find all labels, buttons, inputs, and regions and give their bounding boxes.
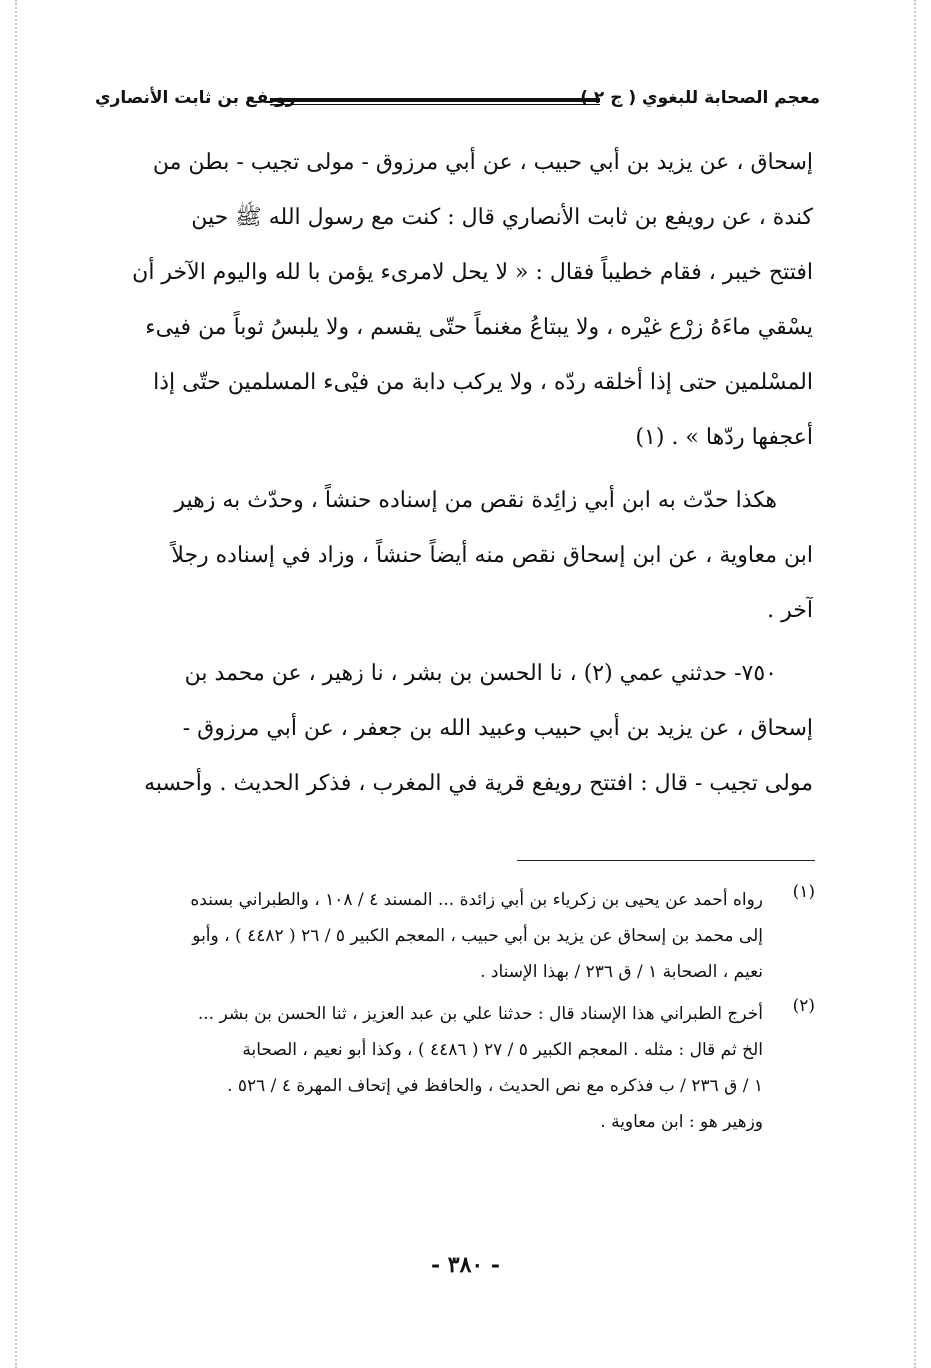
footnotes [95, 882, 815, 1146]
footnote [95, 996, 815, 1140]
text-line: ٧٥٠- حدثني عمي (٢) ، نا الحسن بن بشر ، نا زهير ، عن محمد بن [184, 661, 777, 686]
footnote-line: نعيم ، الصحابة ١ / ق ٢٣٦ / بهذا الإسناد . [480, 962, 763, 982]
footnote-line: أخرج الطبراني هذا الإسناد قال : حدثنا علي بن عبد العزيز ، ثنا الحسن بن بشر ... [197, 1004, 763, 1024]
main-text [95, 135, 813, 811]
footnote-line: رواه أحمد عن يحيى بن زكرياء بن أبي زائدة ... المسند ٤ / ١٠٨ ، والطبراني بسنده [190, 890, 763, 910]
footnote-line: إلى محمد بن إسحاق عن يزيد بن أبي حبيب ، المعجم الكبير ٥ / ٢٦ ( ٤٤٨٢ ) ، وأبو [192, 926, 763, 946]
text-line: ابن معاوية ، عن ابن إسحاق نقص منه أيضاً حنشاً ، وزاد في إسناده رجلاً [171, 543, 813, 568]
header-rule-thin [270, 104, 600, 105]
header-rule [270, 98, 600, 102]
scan-margin-left [15, 0, 17, 1368]
text-line: آخر . [767, 598, 813, 623]
footnote-line: الخ ثم قال : مثله . المعجم الكبير ٥ / ٢٧ ( ٤٤٨٦ ) ، وكذا أبو نعيم ، الصحابة [242, 1040, 763, 1060]
text-line: إسحاق ، عن يزيد بن أبي حبيب وعبيد الله بن جعفر ، عن أبي مرزوق - [182, 716, 813, 741]
text-line: يسْقي ماءَهُ زرْع غيْره ، ولا يبتاعُ مغنماً حتّى يقسم ، ولا يلبسُ ثوباً من فيىء [145, 315, 813, 340]
text-line: المسْلمين حتى إذا أخلقه ردّه ، ولا يركب دابة من فيْىء المسلمين حتّى إذا [153, 370, 813, 395]
footnote-line: ١ / ق ٢٣٦ / ب فذكره مع نص الحديث ، والحافظ في إتحاف المهرة ٤ / ٥٢٦ . [227, 1076, 763, 1096]
page-number: - ٣٨٠ - [430, 1252, 501, 1278]
footnote [95, 882, 815, 990]
text-line: كندة ، عن رويفع بن ثابت الأنصاري قال : كنت مع رسول الله ﷺ حين [191, 205, 813, 230]
footnote-line: وزهير هو : ابن معاوية . [600, 1112, 763, 1132]
header-section-title: رويفع بن ثابت الأنصاري [95, 88, 296, 108]
header-book-title: معجم الصحابة للبغوي ( ج ٢ ) [580, 88, 820, 108]
text-line: أعجفها ردّها » . (١) [635, 425, 813, 450]
footnote-number: (٢) [792, 996, 815, 1016]
scan-margin-right [914, 0, 916, 1368]
footnote-number: (١) [792, 882, 815, 902]
text-line: هكذا حدّث به ابن أبي زائِدة نقص من إسناده حنشاً ، وحدّث به زهير [174, 488, 777, 513]
text-line: إسحاق ، عن يزيد بن أبي حبيب ، عن أبي مرزوق - مولى تجيب - بطن من [152, 150, 813, 175]
text-line: افتتح خيبر ، فقام خطيباً فقال : « لا يحل لامرىء يؤمن با لله واليوم الآخر أن [132, 260, 813, 285]
running-header [95, 80, 820, 120]
footnote-separator [517, 860, 815, 861]
text-line: مولى تجيب - قال : افتتح رويفع قرية في المغرب ، فذكر الحديث . وأحسبه [144, 771, 813, 796]
